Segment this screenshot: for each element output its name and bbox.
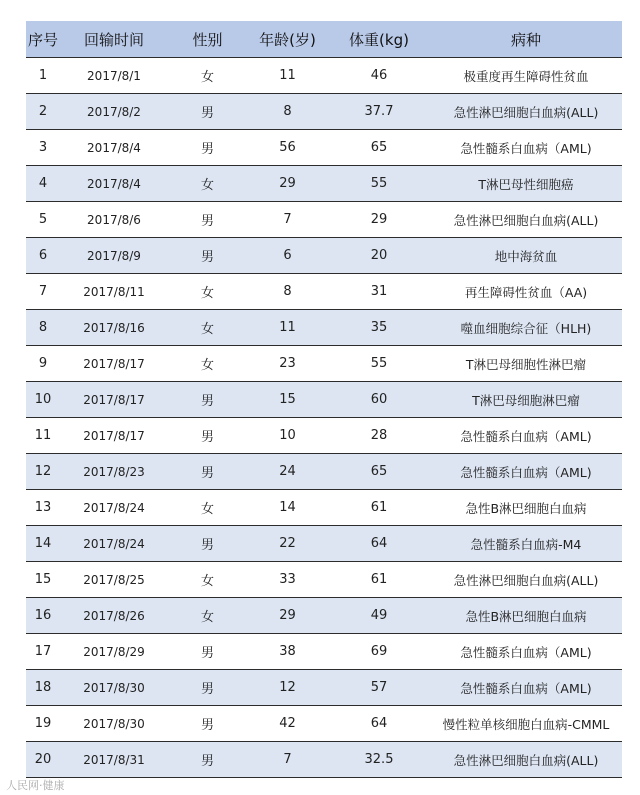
cell-date: 2017/8/29 <box>83 644 145 659</box>
cell-gender: 男 <box>200 538 214 553</box>
cell-disease: 急性髓系白血病（AML) <box>460 140 592 156</box>
table-row <box>26 742 622 778</box>
cell-gender: 男 <box>200 106 214 121</box>
table-row <box>26 202 622 238</box>
cell-weight: 69 <box>370 644 388 659</box>
cell-index: 19 <box>34 716 52 731</box>
cell-index: 7 <box>38 284 48 299</box>
cell-gender: 男 <box>200 718 214 733</box>
cell-disease: 急性髓系白血病（AML) <box>460 464 592 480</box>
cell-date: 2017/8/30 <box>83 680 145 695</box>
header-disease: 病种 <box>510 30 541 49</box>
cell-disease: 慢性粒单核细胞白血病-CMML <box>442 716 610 732</box>
cell-age: 11 <box>279 320 296 335</box>
cell-date: 2017/8/4 <box>87 140 141 155</box>
cell-index: 5 <box>38 212 48 227</box>
cell-age: 23 <box>279 356 296 371</box>
cell-age: 10 <box>279 428 296 443</box>
cell-disease: 地中海贫血 <box>494 248 558 264</box>
cell-index: 10 <box>34 392 52 407</box>
cell-index: 12 <box>34 464 52 479</box>
cell-disease: 急性B淋巴细胞白血病 <box>465 500 587 516</box>
cell-index: 15 <box>34 572 52 587</box>
cell-date: 2017/8/23 <box>83 464 145 479</box>
cell-disease: 急性髓系白血病（AML) <box>460 644 592 660</box>
cell-weight: 46 <box>370 68 388 83</box>
cell-gender: 女 <box>200 358 214 373</box>
cell-index: 16 <box>34 608 52 623</box>
cell-weight: 37.7 <box>364 104 394 119</box>
cell-age: 24 <box>279 464 296 479</box>
cell-weight: 64 <box>370 536 388 551</box>
table-row <box>26 454 622 490</box>
cell-age: 8 <box>283 104 292 119</box>
cell-index: 17 <box>34 644 52 659</box>
cell-weight: 61 <box>370 572 388 587</box>
cell-disease: T淋巴母性细胞癌 <box>478 176 574 192</box>
cell-weight: 64 <box>370 716 388 731</box>
cell-gender: 女 <box>200 178 214 193</box>
cell-index: 18 <box>34 680 52 695</box>
cell-date: 2017/8/30 <box>83 716 145 731</box>
table-row <box>26 346 622 382</box>
cell-date: 2017/8/25 <box>83 572 145 587</box>
cell-disease: 急性淋巴细胞白血病(ALL) <box>453 104 599 120</box>
table-row <box>26 94 622 130</box>
cell-gender: 男 <box>200 646 214 661</box>
cell-index: 3 <box>38 140 48 155</box>
table-row <box>26 166 622 202</box>
cell-date: 2017/8/31 <box>83 752 145 767</box>
cell-gender: 男 <box>200 682 214 697</box>
cell-disease: T淋巴母细胞淋巴瘤 <box>472 392 580 408</box>
table-row <box>26 130 622 166</box>
cell-gender: 女 <box>200 574 214 589</box>
table-body <box>26 58 622 778</box>
cell-gender: 女 <box>200 610 214 625</box>
cell-weight: 31 <box>370 284 388 299</box>
cell-weight: 32.5 <box>364 752 394 767</box>
cell-age: 33 <box>279 572 296 587</box>
cell-disease: 急性髓系白血病（AML) <box>460 680 592 696</box>
cell-date: 2017/8/26 <box>83 608 145 623</box>
cell-age: 11 <box>279 68 296 83</box>
cell-gender: 女 <box>200 286 214 301</box>
cell-index: 4 <box>38 176 48 191</box>
table-row <box>26 238 622 274</box>
cell-disease: 急性髓系白血病（AML) <box>460 428 592 444</box>
cell-age: 7 <box>283 752 292 767</box>
cell-weight: 20 <box>370 248 388 263</box>
cell-gender: 男 <box>200 430 214 445</box>
cell-index: 1 <box>38 68 48 83</box>
header-gender: 性别 <box>192 30 223 49</box>
cell-weight: 49 <box>370 608 388 623</box>
cell-age: 56 <box>279 140 296 155</box>
cell-disease: 急性淋巴细胞白血病(ALL) <box>453 752 599 768</box>
table-row <box>26 634 622 670</box>
cell-date: 2017/8/24 <box>83 536 145 551</box>
cell-disease: 急性B淋巴细胞白血病 <box>465 608 587 624</box>
cell-weight: 29 <box>370 212 388 227</box>
table-row <box>26 706 622 742</box>
cell-index: 13 <box>34 500 52 515</box>
cell-weight: 60 <box>370 392 388 407</box>
cell-gender: 男 <box>200 250 214 265</box>
cell-index: 8 <box>38 320 48 335</box>
cell-weight: 65 <box>370 140 388 155</box>
header-index: 序号 <box>27 30 58 49</box>
table-row <box>26 310 622 346</box>
cell-age: 38 <box>279 644 296 659</box>
cell-date: 2017/8/2 <box>87 104 141 119</box>
cell-weight: 57 <box>370 680 388 695</box>
table-row <box>26 598 622 634</box>
cell-disease: 急性淋巴细胞白血病(ALL) <box>453 572 599 588</box>
cell-date: 2017/8/9 <box>87 248 141 263</box>
cell-date: 2017/8/17 <box>83 428 145 443</box>
table-header <box>26 21 622 58</box>
header-age: 年龄(岁) <box>259 30 316 49</box>
cell-date: 2017/8/24 <box>83 500 145 515</box>
cell-disease: T淋巴母细胞性淋巴瘤 <box>465 356 587 372</box>
table-row <box>26 526 622 562</box>
cell-date: 2017/8/6 <box>87 212 141 227</box>
cell-age: 29 <box>279 608 296 623</box>
header-date: 回输时间 <box>83 30 144 49</box>
cell-disease: 急性淋巴细胞白血病(ALL) <box>453 212 599 228</box>
cell-weight: 65 <box>370 464 388 479</box>
table-row <box>26 562 622 598</box>
cell-weight: 55 <box>370 176 388 191</box>
cell-weight: 61 <box>370 500 388 515</box>
cell-date: 2017/8/16 <box>83 320 145 335</box>
cell-index: 20 <box>34 752 52 767</box>
table-row <box>26 418 622 454</box>
cell-gender: 女 <box>200 322 214 337</box>
cell-index: 9 <box>38 356 48 371</box>
cell-disease: 急性髓系白血病-M4 <box>470 536 582 552</box>
cell-gender: 女 <box>200 70 214 85</box>
patient-table <box>26 21 622 778</box>
cell-date: 2017/8/17 <box>83 392 145 407</box>
cell-gender: 女 <box>200 502 214 517</box>
cell-disease: 噬血细胞综合征（HLH) <box>460 320 592 336</box>
cell-age: 14 <box>279 500 296 515</box>
cell-date: 2017/8/1 <box>87 68 141 83</box>
cell-gender: 男 <box>200 754 214 769</box>
cell-weight: 55 <box>370 356 388 371</box>
cell-weight: 28 <box>370 428 388 443</box>
cell-gender: 男 <box>200 394 214 409</box>
cell-weight: 35 <box>370 320 388 335</box>
header-weight: 体重(kg) <box>349 30 409 49</box>
table-row <box>26 58 622 94</box>
cell-gender: 男 <box>200 142 214 157</box>
cell-index: 2 <box>38 104 48 119</box>
cell-index: 14 <box>34 536 52 551</box>
cell-index: 6 <box>38 248 48 263</box>
cell-age: 22 <box>279 536 296 551</box>
watermark: 人民网·健康 <box>6 779 65 792</box>
table-row <box>26 382 622 418</box>
cell-disease: 极重度再生障碍性贫血 <box>463 68 589 84</box>
cell-gender: 男 <box>200 214 214 229</box>
cell-date: 2017/8/17 <box>83 356 145 371</box>
cell-age: 8 <box>283 284 292 299</box>
cell-age: 12 <box>279 680 296 695</box>
cell-disease: 再生障碍性贫血（AA) <box>464 284 588 300</box>
cell-gender: 男 <box>200 466 214 481</box>
cell-index: 11 <box>34 428 52 443</box>
table-row <box>26 670 622 706</box>
cell-age: 15 <box>279 392 296 407</box>
table-row <box>26 274 622 310</box>
cell-age: 7 <box>283 212 292 227</box>
cell-age: 42 <box>279 716 296 731</box>
cell-date: 2017/8/4 <box>87 176 141 191</box>
table-row <box>26 490 622 526</box>
cell-date: 2017/8/11 <box>83 284 145 299</box>
cell-age: 6 <box>283 248 292 263</box>
cell-age: 29 <box>279 176 296 191</box>
